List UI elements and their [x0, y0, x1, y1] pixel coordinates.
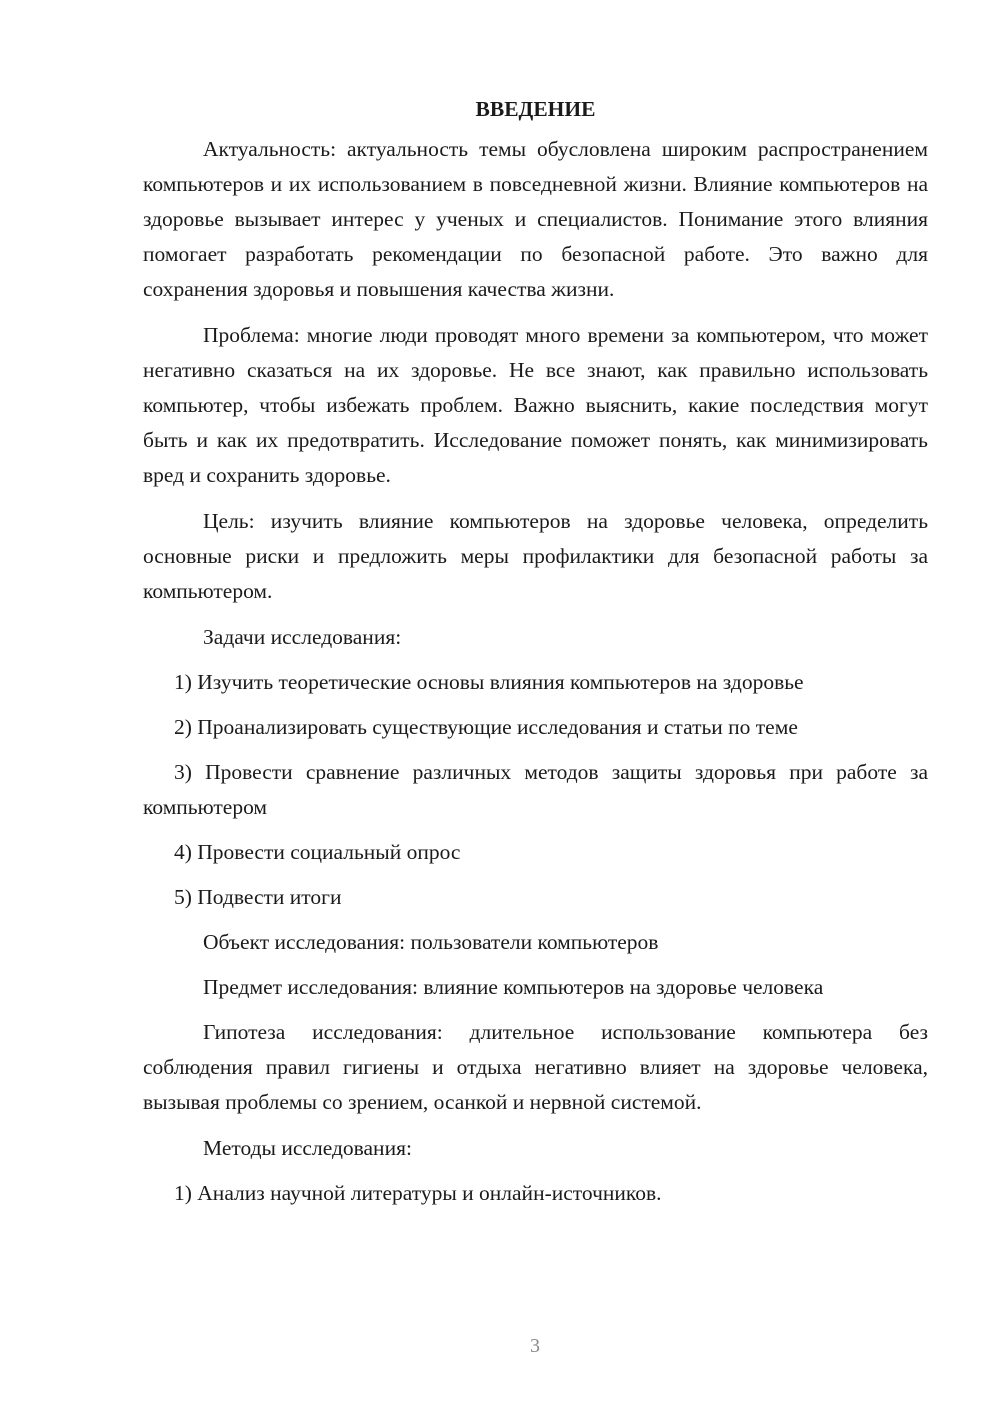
task-item: 5) Подвести итоги — [174, 885, 342, 909]
tasks-heading: Задачи исследования: — [203, 625, 402, 649]
task-item: 2) Проанализировать существующие исследования и статьи по теме — [174, 715, 798, 739]
relevance-paragraph: Актуальность: актуальность темы обусловлена широким распространением компьютеров и их использованием в повседневной жизни. Влияние компьютеров на здоровье вызывает интерес у ученых и специалистов. Понимание этого влияния помогает разработать рекомендации по безопасной работе. Это важно для сохранения здоровья и повышения качества жизни. — [143, 137, 928, 301]
task-item: 1) Изучить теоретические основы влияния компьютеров на здоровье — [174, 670, 804, 694]
document-page — [143, 92, 928, 1221]
task-item: 3) Провести сравнение различных методов защиты здоровья при работе за компьютером — [143, 760, 928, 819]
goal-paragraph: Цель: изучить влияние компьютеров на здоровье человека, определить основные риски и предложить меры профилактики для безопасной работы за компьютером. — [143, 509, 928, 603]
task-item: 4) Провести социальный опрос — [174, 840, 461, 864]
subject-paragraph: Предмет исследования: влияние компьютеров на здоровье человека — [203, 975, 824, 999]
method-item: 1) Анализ научной литературы и онлайн-источников. — [174, 1181, 662, 1205]
problem-paragraph: Проблема: многие люди проводят много времени за компьютером, что может негативно сказаться на их здоровье. Не все знают, как правильно использовать компьютер, чтобы избежать проблем. Важно выяснить, какие последствия могут быть и как их предотвратить. Исследование поможет понять, как минимизировать вред и сохранить здоровье. — [143, 323, 928, 487]
section-title: ВВЕДЕНИЕ — [475, 97, 596, 121]
page-number: 3 — [530, 1335, 540, 1357]
hypothesis-paragraph: Гипотеза исследования: длительное использование компьютера без соблюдения правил гигиены и отдыха негативно влияет на здоровье человека, вызывая проблемы со зрением, осанкой и нервной системой. — [143, 1020, 928, 1114]
methods-heading: Методы исследования: — [203, 1136, 412, 1160]
object-paragraph: Объект исследования: пользователи компьютеров — [203, 930, 659, 954]
